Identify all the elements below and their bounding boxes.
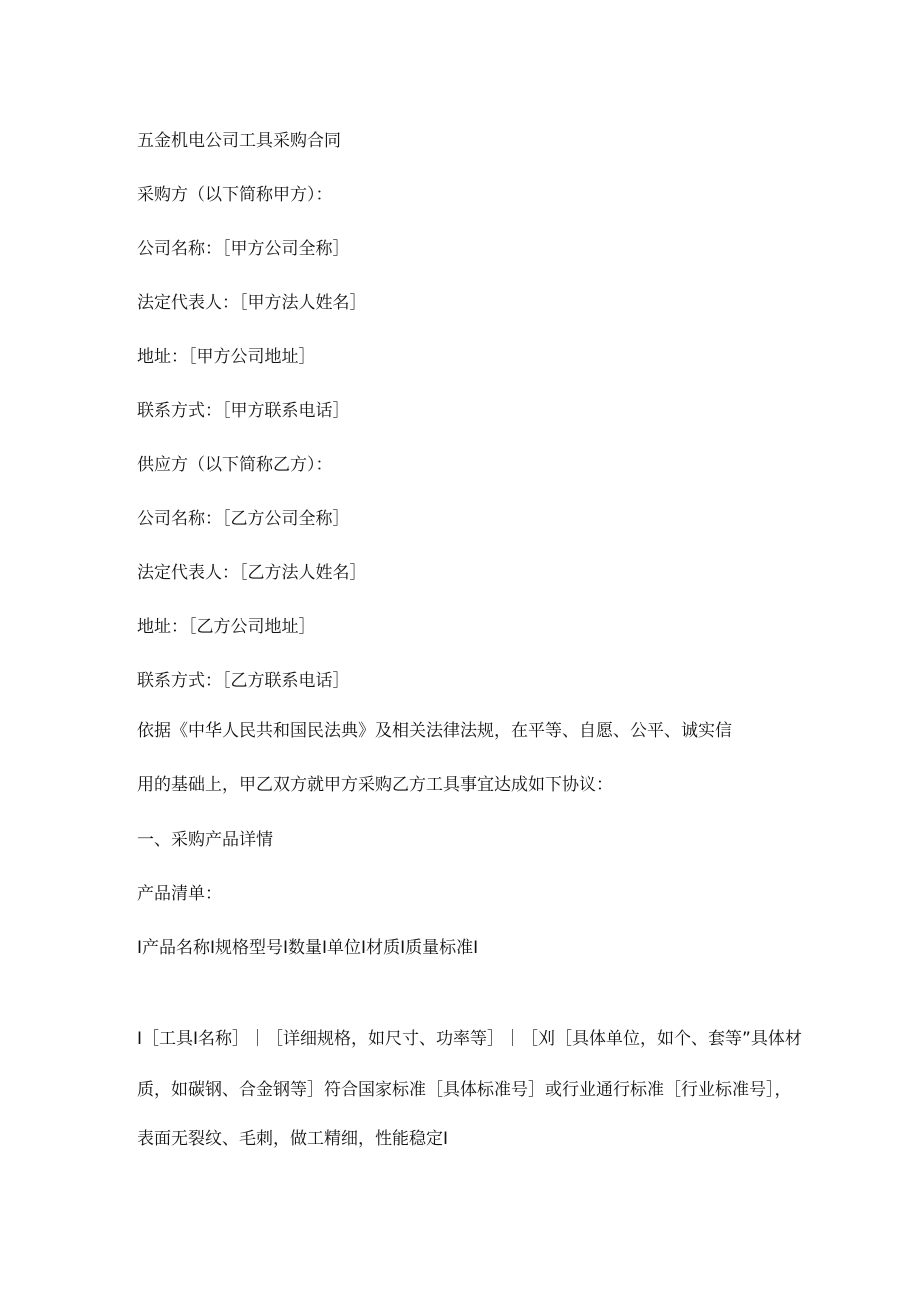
party-a-heading: 采购方（以下简称甲方）：	[137, 185, 333, 205]
party-b-address: 地址：［乙方公司地址］	[137, 617, 316, 637]
product-table-row-line-3: 表面无裂纹、毛刺，做工精细，性能稳定I	[137, 1129, 449, 1149]
party-a-company-name: 公司名称：［甲方公司全称］	[137, 239, 350, 259]
party-b-company-name: 公司名称：［乙方公司全称］	[137, 509, 350, 529]
party-b-legal-rep: 法定代表人：［乙方法人姓名］	[137, 563, 367, 583]
document-title: 五金机电公司工具采购合同	[137, 131, 341, 151]
product-table-row-line-2: 质，如碳钢、合金钢等］符合国家标准［具体标准号］或行业通行标准［行业标准号］，	[137, 1080, 792, 1100]
party-b-contact: 联系方式：［乙方联系电话］	[137, 671, 350, 691]
section-1-heading: 一、采购产品详情	[137, 830, 273, 850]
product-list-label: 产品清单：	[137, 884, 222, 904]
party-a-contact: 联系方式：［甲方联系电话］	[137, 401, 350, 421]
product-table-header: I产品名称I规格型号I数量I单位I材质I质量标准I	[137, 938, 479, 958]
party-b-heading: 供应方（以下简称乙方）：	[137, 455, 333, 475]
product-table-row-line-1: I［工具I名称］｜［详细规格，如尺寸、功率等］｜［刈［具体单位，如个、套等”具体材	[137, 1029, 802, 1049]
party-a-legal-rep: 法定代表人：［甲方法人姓名］	[137, 293, 367, 313]
preamble-line-2: 用的基础上，甲乙双方就甲方采购乙方工具事宜达成如下协议：	[137, 775, 613, 795]
party-a-address: 地址：［甲方公司地址］	[137, 347, 316, 367]
preamble-line-1: 依据《中华人民共和国民法典》及相关法律法规，在平等、自愿、公平、诚实信	[137, 721, 732, 741]
